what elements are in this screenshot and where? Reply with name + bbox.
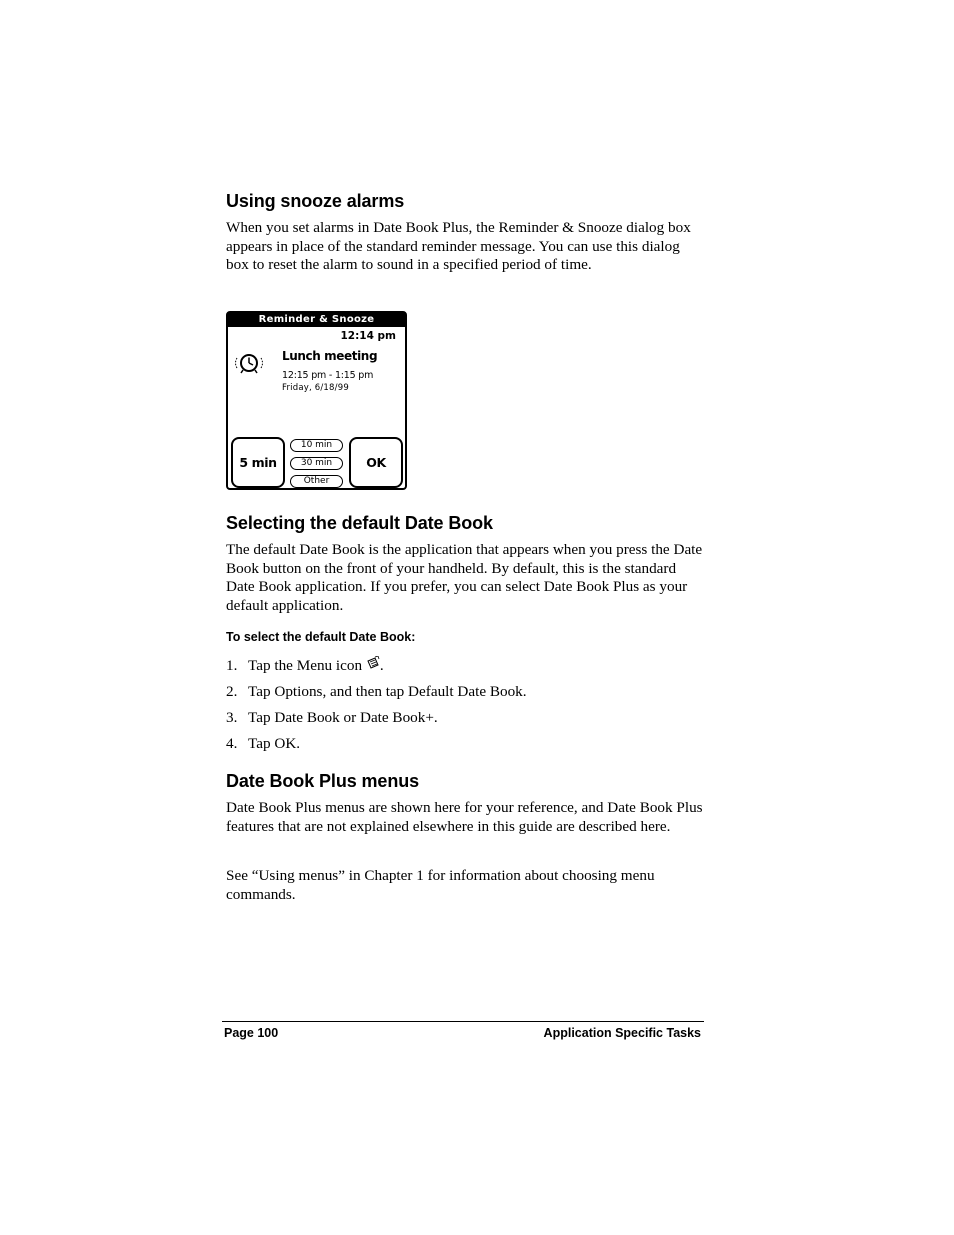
- step-text: Tap OK.: [248, 735, 301, 752]
- menus-paragraph-2: See “Using menus” in Chapter 1 for information about choosing menu commands.: [226, 867, 655, 903]
- snooze-10-min-option[interactable]: 10 min: [290, 439, 343, 452]
- step-number: 1.: [226, 657, 238, 674]
- dialog-title: Reminder & Snooze: [228, 313, 405, 327]
- procedure-title: To select the default Date Book:: [226, 630, 416, 644]
- step-text: Tap Options, and then tap Default Date Book.: [248, 683, 527, 700]
- snooze-other-option[interactable]: Other: [290, 475, 343, 488]
- step-2: [226, 683, 527, 701]
- heading-selecting-default-date-book: Selecting the default Date Book: [226, 513, 493, 533]
- step-number: 4.: [226, 735, 238, 752]
- event-name: Lunch meeting: [282, 349, 378, 363]
- menus-paragraph-1: Date Book Plus menus are shown here for your reference, and Date Book Plus features that are not explained elsewhere in this guide are described here.: [226, 799, 703, 835]
- step-1: [226, 656, 384, 675]
- snooze-5-min-button[interactable]: 5 min: [231, 437, 285, 488]
- alarm-clock-icon: [232, 351, 266, 379]
- ok-button[interactable]: OK: [349, 437, 403, 488]
- heading-using-snooze-alarms: Using snooze alarms: [226, 191, 405, 211]
- default-book-paragraph: The default Date Book is the application that appears when you press the Date Book button on the front of your handheld. By default, this is the standard Date Book application. If you prefer, you can select Date Book Plus as your default application.: [226, 541, 703, 614]
- menu-icon: [366, 656, 380, 672]
- snooze-paragraph: When you set alarms in Date Book Plus, the Reminder & Snooze dialog box appears in place of the standard reminder message. You can use this dialog box to reset the alarm to sound in a specified period of time.: [226, 219, 691, 274]
- footer-chapter-title: Application Specific Tasks: [543, 1026, 701, 1040]
- step-3: [226, 709, 438, 727]
- footer-rule: [222, 1021, 704, 1022]
- event-time-range: 12:15 pm - 1:15 pm: [282, 370, 374, 381]
- event-date: Friday, 6/18/99: [282, 383, 349, 393]
- step-text: Tap Date Book or Date Book+.: [248, 709, 438, 726]
- step-4: [226, 735, 300, 753]
- footer-page-number: Page 100: [224, 1026, 279, 1040]
- reminder-snooze-screenshot: [226, 311, 407, 490]
- step-number: 2.: [226, 683, 238, 700]
- snooze-30-min-option[interactable]: 30 min: [290, 457, 343, 470]
- step-text: Tap the Menu icon: [248, 657, 363, 674]
- heading-date-book-plus-menus: Date Book Plus menus: [226, 771, 420, 791]
- current-time: 12:14 pm: [340, 330, 396, 342]
- step-suffix: .: [379, 657, 384, 674]
- step-number: 3.: [226, 709, 238, 726]
